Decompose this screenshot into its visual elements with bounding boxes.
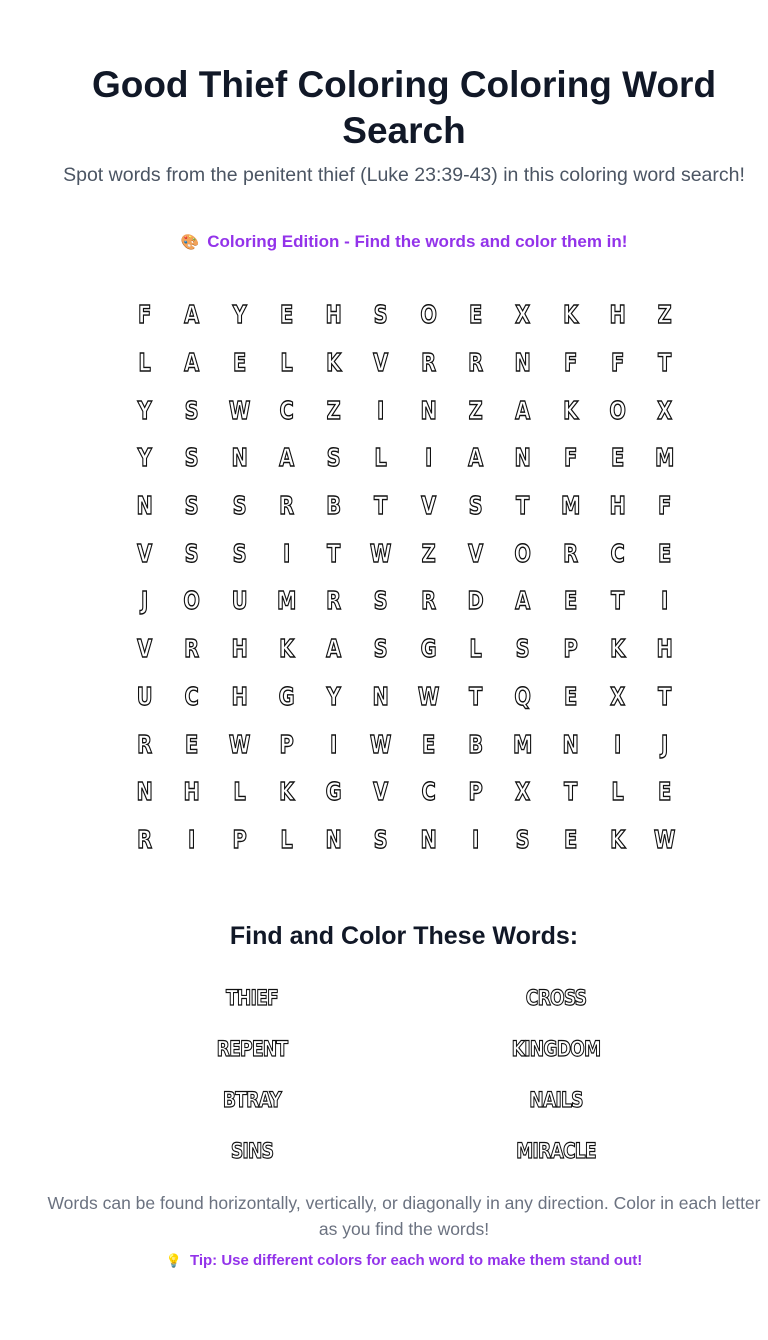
grid-cell[interactable]: U [136,681,153,711]
instructions-text: Words can be found horizontally, vertically, or diagonally in any direction. Color in each letter as you find the words! [47,1193,761,1239]
grid-cell[interactable]: Y [137,443,152,473]
word-search-grid [121,291,688,863]
grid-cell[interactable]: K [278,777,295,807]
grid-cell[interactable]: S [184,538,199,568]
grid-cell[interactable]: U [231,586,248,616]
grid-cell[interactable]: L [280,348,293,378]
grid-cell[interactable]: A [278,443,295,473]
grid-cell[interactable]: A [468,443,484,473]
grid-cell[interactable]: F [137,300,152,330]
edition-banner [0,230,768,255]
grid-cell[interactable]: V [468,538,484,568]
grid-cell[interactable]: J [141,586,149,616]
grid-cell[interactable]: E [185,729,199,759]
grid-cell[interactable]: T [469,681,483,711]
grid-cell[interactable]: V [373,777,389,807]
grid-cell[interactable]: X [515,300,531,330]
grid-cell[interactable]: I [282,538,291,568]
grid-cell[interactable]: M [655,443,675,473]
grid-cell[interactable]: Z [657,300,672,330]
grid-cell[interactable]: S [184,491,199,521]
grid-cell[interactable]: X [657,395,673,425]
grid-cell[interactable]: R [279,491,295,521]
grid-cell[interactable]: T [327,538,341,568]
grid-cell[interactable]: K [278,634,295,664]
word-list [100,972,708,1176]
grid-cell[interactable]: W [654,824,676,854]
word-list-item: THIEF [226,985,278,1010]
grid-cell[interactable]: I [377,395,385,425]
grid-cell[interactable]: H [609,300,626,330]
grid-cell[interactable]: K [326,348,342,378]
grid-cell[interactable]: G [325,777,342,807]
grid-cell[interactable]: M [560,491,581,521]
grid-cell[interactable]: K [610,634,626,664]
grid-cell[interactable]: S [374,634,389,664]
grid-cell[interactable]: L [611,777,624,807]
grid-cell[interactable]: L [469,634,482,664]
grid-cell[interactable]: I [613,729,622,759]
grid-cell[interactable]: V [373,348,389,378]
grid-cell[interactable]: L [233,777,246,807]
grid-cell[interactable]: T [563,777,577,807]
grid-cell[interactable]: H [183,777,201,807]
grid-cell[interactable]: V [137,538,153,568]
grid-cell[interactable]: F [563,348,577,378]
grid-cell[interactable]: D [467,586,484,616]
grid-cell[interactable]: C [184,681,200,711]
grid-cell[interactable]: K [562,300,578,330]
grid-cell[interactable]: C [610,538,625,568]
grid-cell[interactable]: S [468,491,483,521]
grid-cell[interactable]: A [184,300,200,330]
grid-cell[interactable]: H [231,681,248,711]
grid-cell[interactable]: A [515,586,531,616]
word-list-item: KINGDOM [511,1036,601,1061]
tip-text: Tip: Use different colors for each word to make them stand out! [189,1252,643,1269]
grid-cell[interactable]: N [231,443,248,473]
word-list-item: SINS [230,1138,274,1163]
grid-cell[interactable]: Y [232,300,247,330]
grid-cell[interactable]: H [231,634,248,664]
grid-cell[interactable]: B [326,491,342,521]
palette-icon: 🎨 [180,234,200,251]
grid-cell[interactable]: O [609,395,626,425]
grid-cell[interactable]: N [325,824,342,854]
grid-cell[interactable]: N [136,491,153,521]
grid-cell[interactable]: S [374,300,389,330]
word-list-item: NAILS [529,1087,583,1112]
grid-cell[interactable]: L [280,824,293,854]
grid-cell[interactable]: P [468,777,483,807]
grid-cell[interactable]: O [183,586,201,616]
grid-cell[interactable]: N [420,824,437,854]
grid-cell[interactable]: P [563,634,578,664]
grid-cell[interactable]: N [562,729,579,759]
grid-cell[interactable]: W [417,681,440,711]
grid-cell[interactable]: F [563,443,577,473]
grid-cell[interactable]: X [515,777,531,807]
word-list-heading: Find and Color These Words: [229,922,579,950]
grid-cell[interactable]: E [563,681,577,711]
grid-cell[interactable]: E [232,348,246,378]
grid-cell[interactable]: Y [137,395,152,425]
grid-cell[interactable]: I [188,824,196,854]
grid-cell[interactable]: Z [421,538,436,568]
grid-cell[interactable]: L [374,443,388,473]
grid-cell[interactable]: K [562,395,578,425]
grid-cell[interactable]: W [370,538,392,568]
grid-cell[interactable]: E [658,538,672,568]
grid-cell[interactable]: E [610,443,625,473]
grid-cell[interactable]: C [421,777,436,807]
edition-text: Coloring Edition - Find the words and color them in! [207,232,628,251]
grid-cell[interactable]: C [279,395,294,425]
grid-cell[interactable]: L [138,348,151,378]
grid-cell[interactable]: G [420,634,437,664]
grid-cell[interactable]: N [514,443,532,473]
grid-cell[interactable]: E [658,777,672,807]
grid-cell[interactable]: W [228,395,250,425]
grid-cell[interactable]: R [184,634,200,664]
grid-cell[interactable]: Q [514,681,532,711]
grid-cell[interactable]: T [658,681,672,711]
grid-cell[interactable]: R [137,824,153,854]
grid-cell[interactable]: N [420,395,437,425]
grid-cell[interactable]: K [610,824,626,854]
grid-cell[interactable]: W [370,729,392,759]
grid-cell[interactable]: H [325,300,342,330]
grid-cell[interactable]: Z [468,395,483,425]
grid-cell[interactable]: E [469,300,483,330]
grid-cell[interactable]: S [184,395,199,425]
word-list-item: BTRAY [222,1087,282,1112]
grid-cell[interactable]: I [424,443,433,473]
grid-cell[interactable]: F [658,491,672,521]
grid-cell[interactable]: S [184,443,199,473]
grid-cell[interactable]: H [656,634,674,664]
grid-cell[interactable]: I [472,824,480,854]
grid-cell[interactable]: S [232,538,247,568]
lightbulb-icon: 💡 [165,1253,182,1268]
grid-cell[interactable]: A [515,395,531,425]
grid-cell[interactable]: R [420,348,436,378]
page-title: Good Thief Coloring Coloring Word Search [91,64,717,151]
grid-cell[interactable]: V [420,491,436,521]
grid-cell[interactable]: A [326,634,342,664]
grid-cell[interactable]: E [563,586,577,616]
grid-cell[interactable]: A [184,348,200,378]
page-subtitle: Spot words from the penitent thief (Luke 23:39-43) in this coloring word search! [63,164,745,186]
word-list-item: MIRACLE [516,1138,596,1163]
grid-cell[interactable]: P [279,729,294,759]
grid-cell[interactable]: J [661,729,669,759]
grid-cell[interactable]: Z [326,395,341,425]
grid-cell[interactable]: N [372,681,390,711]
grid-cell[interactable]: N [136,777,153,807]
grid-cell[interactable]: R [137,729,153,759]
grid-cell[interactable]: B [468,729,484,759]
word-list-item: REPENT [216,1036,288,1061]
grid-cell[interactable]: P [232,824,247,854]
grid-cell[interactable]: S [232,491,247,521]
grid-cell[interactable]: X [610,681,626,711]
grid-cell[interactable]: E [279,300,294,330]
grid-cell[interactable]: G [278,681,295,711]
grid-cell[interactable]: T [610,586,625,616]
grid-cell[interactable]: W [228,729,250,759]
word-list-item: CROSS [525,985,587,1010]
grid-cell[interactable]: S [374,586,389,616]
grid-cell[interactable]: T [374,491,388,521]
grid-cell[interactable]: Y [326,681,341,711]
grid-cell[interactable]: H [609,491,626,521]
grid-cell[interactable]: E [563,824,577,854]
grid-cell[interactable]: S [326,443,341,473]
grid-cell[interactable]: F [610,348,625,378]
grid-cell[interactable]: S [515,634,531,664]
grid-cell[interactable]: R [562,538,578,568]
grid-cell[interactable]: S [515,824,531,854]
grid-cell[interactable]: I [661,586,669,616]
grid-cell[interactable]: S [374,824,389,854]
grid-cell[interactable]: V [137,634,153,664]
grid-cell[interactable]: M [513,729,533,759]
grid-cell[interactable]: R [420,586,436,616]
grid-cell[interactable]: R [468,348,484,378]
grid-cell[interactable]: E [421,729,436,759]
grid-cell[interactable]: R [326,586,342,616]
grid-cell[interactable]: T [658,348,672,378]
grid-cell[interactable]: O [420,300,437,330]
grid-cell[interactable]: I [330,729,338,759]
tip-banner [0,1250,768,1272]
grid-cell[interactable]: N [514,348,532,378]
grid-cell[interactable]: M [276,586,297,616]
grid-cell[interactable]: O [514,538,532,568]
grid-cell[interactable]: T [516,491,530,521]
